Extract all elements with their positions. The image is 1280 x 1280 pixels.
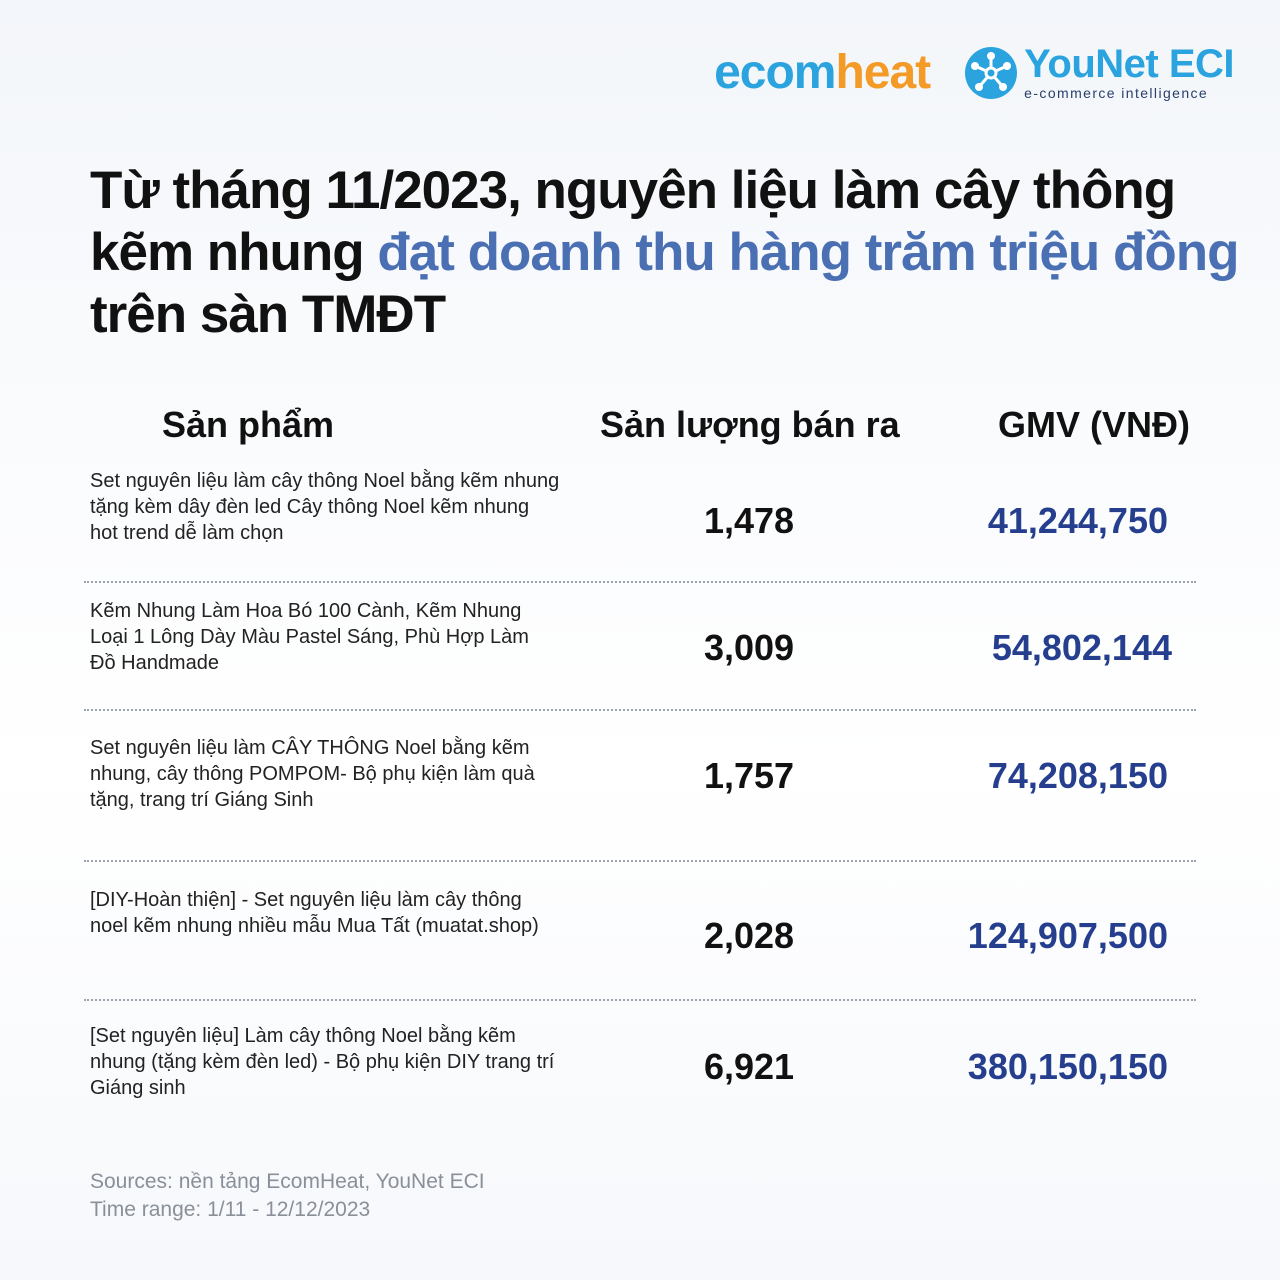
title-part1: Từ tháng 11/2023, nguyên liệu làm cây thông kẽm nhung xyxy=(90,161,1176,282)
younet-logo xyxy=(964,44,1234,101)
gmv-value: 54,802,144 xyxy=(991,627,1172,668)
ecomheat-logo-part2: heat xyxy=(835,45,931,99)
product-name: Set nguyên liệu làm CÂY THÔNG Noel bằng kẽm nhung, cây thông POMPOM- Bộ phụ kiện làm quà tặng, trang trí Giáng Sinh xyxy=(90,737,535,811)
column-header-gmv: GMV (VNĐ) xyxy=(998,404,1190,445)
sources-note xyxy=(90,1168,485,1224)
product-name: [DIY-Hoàn thiện] - Set nguyên liệu làm cây thông noel kẽm nhung nhiều mẫu Mua Tất (muatat.shop) xyxy=(90,889,539,937)
ecomheat-logo xyxy=(714,45,931,99)
page-title xyxy=(90,160,1250,346)
brand-logos xyxy=(714,44,1234,101)
sold-quantity: 2,028 xyxy=(703,915,795,956)
ecomheat-logo-part1: ecom xyxy=(714,45,836,99)
product-name: Set nguyên liệu làm cây thông Noel bằng kẽm nhung tặng kèm dây đèn led Cây thông Noel kẽm nhung hot trend dễ làm chọn xyxy=(90,470,560,544)
younet-tagline: e-commerce intelligence xyxy=(1024,85,1209,101)
title-part2: trên sàn TMĐT xyxy=(90,285,446,344)
row-divider xyxy=(84,709,1196,711)
product-name: [Set nguyên liệu] Làm cây thông Noel bằng kẽm nhung (tặng kèm đèn led) - Bộ phụ kiện DIY trang trí Giáng sinh xyxy=(90,1025,555,1099)
younet-name: YouNet ECI xyxy=(1024,42,1234,86)
time-range-text: Time range: 1/11 - 12/12/2023 xyxy=(90,1198,371,1221)
gmv-value: 74,208,150 xyxy=(987,755,1168,796)
row-divider xyxy=(84,860,1196,862)
sold-quantity: 6,921 xyxy=(703,1046,795,1087)
title-highlight: đạt doanh thu hàng trăm triệu đồng xyxy=(377,223,1239,282)
gmv-value: 41,244,750 xyxy=(987,500,1168,541)
sold-quantity: 3,009 xyxy=(703,627,795,668)
row-divider xyxy=(84,999,1196,1001)
younet-network-icon xyxy=(964,46,1018,100)
sold-quantity: 1,757 xyxy=(703,755,795,796)
sources-text: Sources: nền tảng EcomHeat, YouNet ECI xyxy=(90,1170,485,1193)
gmv-value: 380,150,150 xyxy=(967,1046,1168,1087)
row-divider xyxy=(84,581,1196,583)
column-header-product: Sản phẩm xyxy=(162,404,335,445)
product-name: Kẽm Nhung Làm Hoa Bó 100 Cành, Kẽm Nhung Loại 1 Lông Dày Màu Pastel Sáng, Phù Hợp Làm Đồ Handmade xyxy=(90,600,529,674)
gmv-value: 124,907,500 xyxy=(967,915,1168,956)
sold-quantity: 1,478 xyxy=(703,500,795,541)
column-header-quantity: Sản lượng bán ra xyxy=(600,404,900,445)
